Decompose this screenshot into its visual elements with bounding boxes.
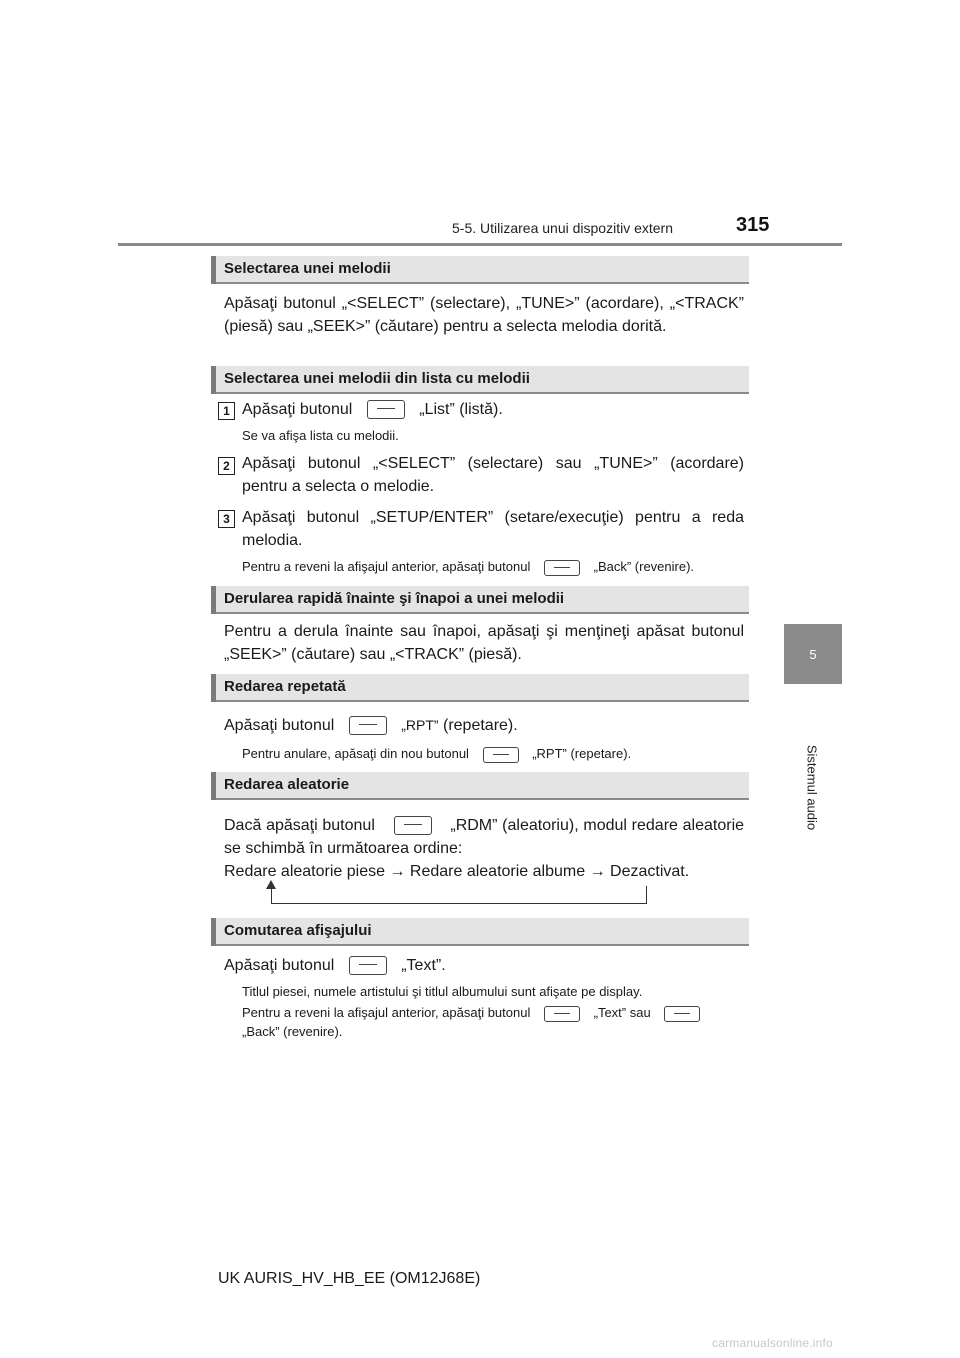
section-heading-text: Redarea repetată [224, 678, 346, 695]
section-heading-text: Derularea rapidă înainte şi înapoi a unei melodii [224, 590, 565, 607]
cycle-step-1: Redare aleatorie piese [224, 863, 385, 880]
random-text-a: Dacă apăsaţi butonul [224, 817, 375, 834]
step-1-note: Se va afişa lista cu melodii. [242, 428, 399, 443]
section-heading-text: Selectarea unei melodii din lista cu melodii [224, 370, 530, 387]
section-body: Apăsaţi butonul „<SELECT” (selectare), „TUNE>” (acordare), „<TRACK” (piesă) sau „SEEK>” (căutare) pentru a selecta melodia dorită. [224, 295, 744, 335]
repeat-note-b: „RPT” (repetare). [532, 746, 632, 761]
step-3-note-a: Pentru a reveni la afişajul anterior, apăsaţi butonul [242, 559, 531, 574]
step-number-1: 1 [218, 402, 235, 420]
cycle-step-2: Redare aleatorie albume [409, 863, 586, 880]
cycle-line-right [646, 886, 647, 903]
repeat-text-a: Apăsaţi butonul [224, 717, 335, 734]
header-section-title: 5-5. Utilizarea unui dispozitiv extern [452, 220, 673, 236]
footer-model-code: UK AURIS_HV_HB_EE (OM12J68E) [218, 1270, 481, 1287]
rpt-button-icon [349, 716, 387, 735]
heading-marker [211, 674, 216, 702]
display-text-b: „Text”. [401, 957, 446, 974]
repeat-note [242, 744, 752, 763]
back-button-icon [544, 560, 580, 576]
rdm-button-icon [394, 816, 432, 835]
heading-marker [211, 772, 216, 800]
section-heading-random [211, 772, 749, 800]
display-note-2-b: „Text” sau [593, 1005, 651, 1020]
section-heading-fast-forward-rewind [211, 586, 749, 614]
step-1 [242, 398, 744, 421]
section-heading-text: Redarea aleatorie [224, 776, 350, 793]
cycle-line-bottom [271, 900, 647, 904]
display-note-2-c: „Back” (revenire). [242, 1024, 343, 1039]
section-heading-text: Comutarea afişajului [224, 922, 372, 939]
section-body [224, 954, 744, 977]
step-1-text-b: „List” (listă). [419, 401, 503, 418]
step-number-3: 3 [218, 510, 235, 528]
chapter-tab-label: Sistemul audio [804, 744, 820, 831]
heading-marker [211, 366, 216, 394]
section-heading-select-from-list [211, 366, 749, 394]
back-button-icon [664, 1006, 700, 1022]
heading-marker [211, 256, 216, 284]
header-rule [118, 243, 842, 246]
chapter-tab-number: 5 [784, 624, 842, 684]
display-note-1: Titlul piesei, numele artistului şi titlul albumului sunt afişate pe display. [242, 984, 643, 999]
heading-marker [211, 586, 216, 614]
section-heading-repeat [211, 674, 749, 702]
repeat-text-c: (repetare). [443, 717, 518, 734]
text-button-icon [544, 1006, 580, 1022]
arrow-right-icon: → [589, 863, 606, 880]
random-text-b: „RDM” (aleatoriu), modul redare aleatorie se schimbă în următoarea ordine: [224, 817, 745, 857]
random-cycle [224, 860, 744, 883]
section-body [224, 814, 744, 860]
section-heading-display-switch [211, 918, 749, 946]
section-heading-text: Selectarea unei melodii [224, 260, 391, 277]
display-note-2 [242, 1003, 747, 1041]
cycle-step-3: Dezactivat. [610, 863, 690, 880]
rpt-button-icon [483, 747, 519, 763]
repeat-note-a: Pentru anulare, apăsaţi din nou butonul [242, 746, 469, 761]
step-number-2: 2 [218, 457, 235, 475]
page-number: 315 [736, 214, 770, 236]
step-3: Apăsaţi butonul „SETUP/ENTER” (setare/execuţie) pentru a reda melodia. [242, 509, 744, 549]
section-body [224, 714, 744, 737]
display-note-2-a: Pentru a reveni la afişajul anterior, apăsaţi butonul [242, 1005, 531, 1020]
display-text-a: Apăsaţi butonul [224, 957, 335, 974]
section-heading-select-track [211, 256, 749, 284]
step-3-note [242, 557, 752, 576]
heading-marker [211, 918, 216, 946]
step-1-text-a: Apăsaţi butonul [242, 401, 353, 418]
text-button-icon [349, 956, 387, 975]
list-button-icon [367, 400, 405, 419]
section-body: Pentru a derula înainte sau înapoi, apăsaţi şi menţineţi apăsat butonul „SEEK>” (căutare) sau „<TRACK” (piesă). [224, 623, 744, 663]
arrow-right-icon: → [389, 863, 406, 880]
repeat-text-b: „RPT” [401, 717, 439, 733]
step-2: Apăsaţi butonul „<SELECT” (selectare) sau „TUNE>” (acordare) pentru a selecta o melodie. [242, 455, 744, 495]
watermark: carmanualsonline.info [712, 1336, 833, 1350]
step-3-note-b: „Back” (revenire). [593, 559, 695, 574]
